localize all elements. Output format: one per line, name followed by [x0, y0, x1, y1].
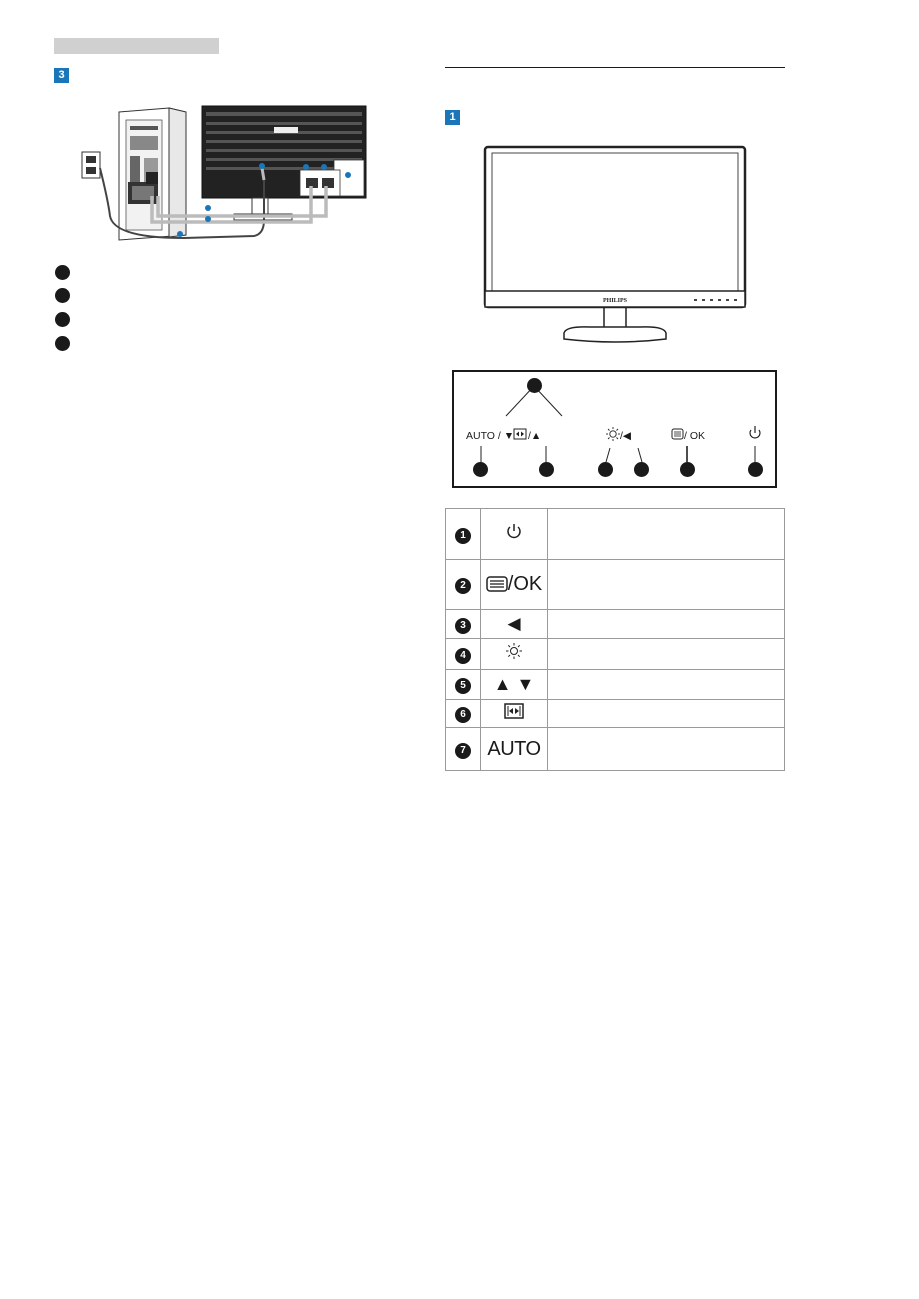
panel-marker-menu	[680, 462, 695, 477]
legend-marker-3	[55, 312, 70, 327]
table-row	[446, 560, 785, 610]
table-row	[446, 728, 785, 771]
panel-marker-auto	[473, 462, 488, 477]
menu-icon	[672, 429, 683, 439]
button-function-table	[445, 508, 785, 771]
power-icon	[750, 426, 760, 438]
step-badge-3: 3	[54, 68, 69, 83]
control-panel-diagram	[452, 370, 777, 488]
section-divider	[445, 67, 785, 68]
panel-marker-brightness	[598, 462, 613, 477]
auto-icon: AUTO	[487, 737, 541, 760]
row-number: 7	[455, 743, 471, 759]
table-row	[446, 670, 785, 700]
brightness-icon	[606, 427, 620, 441]
label-format-up: /▲	[528, 430, 542, 442]
section-header-bar	[54, 38, 219, 54]
left-arrow-icon: ◀	[507, 614, 521, 633]
row-number: 5	[455, 678, 471, 694]
row-number: 1	[455, 528, 471, 544]
row-number: 2	[455, 578, 471, 594]
format-icon	[514, 429, 526, 439]
table-row	[446, 509, 785, 560]
legend-marker-2	[55, 288, 70, 303]
legend-marker-1	[55, 265, 70, 280]
monitor-front-illustration	[480, 143, 750, 348]
panel-marker-left	[634, 462, 649, 477]
up-down-icon: ▲ ▼	[493, 674, 535, 694]
label-auto-down: AUTO / ▼	[466, 430, 515, 442]
menu-icon	[486, 576, 508, 592]
brand-logo: PHILIPS	[602, 298, 628, 304]
table-row	[446, 639, 785, 670]
row-number: 6	[455, 707, 471, 723]
legend-marker-4	[55, 336, 70, 351]
panel-marker-format	[539, 462, 554, 477]
row-number: 3	[455, 618, 471, 634]
label-bright-left: /◀	[620, 430, 631, 442]
brightness-icon	[505, 642, 523, 660]
connection-illustration	[74, 100, 374, 245]
table-row	[446, 610, 785, 639]
format-icon	[504, 703, 524, 719]
power-icon	[505, 522, 523, 540]
menu-ok-label: /OK	[507, 573, 543, 595]
row-number: 4	[455, 648, 471, 664]
panel-marker-up-down	[527, 378, 542, 393]
step-badge-1: 1	[445, 110, 460, 125]
panel-marker-power	[748, 462, 763, 477]
table-row	[446, 700, 785, 728]
label-menu-ok: / OK	[684, 430, 706, 442]
